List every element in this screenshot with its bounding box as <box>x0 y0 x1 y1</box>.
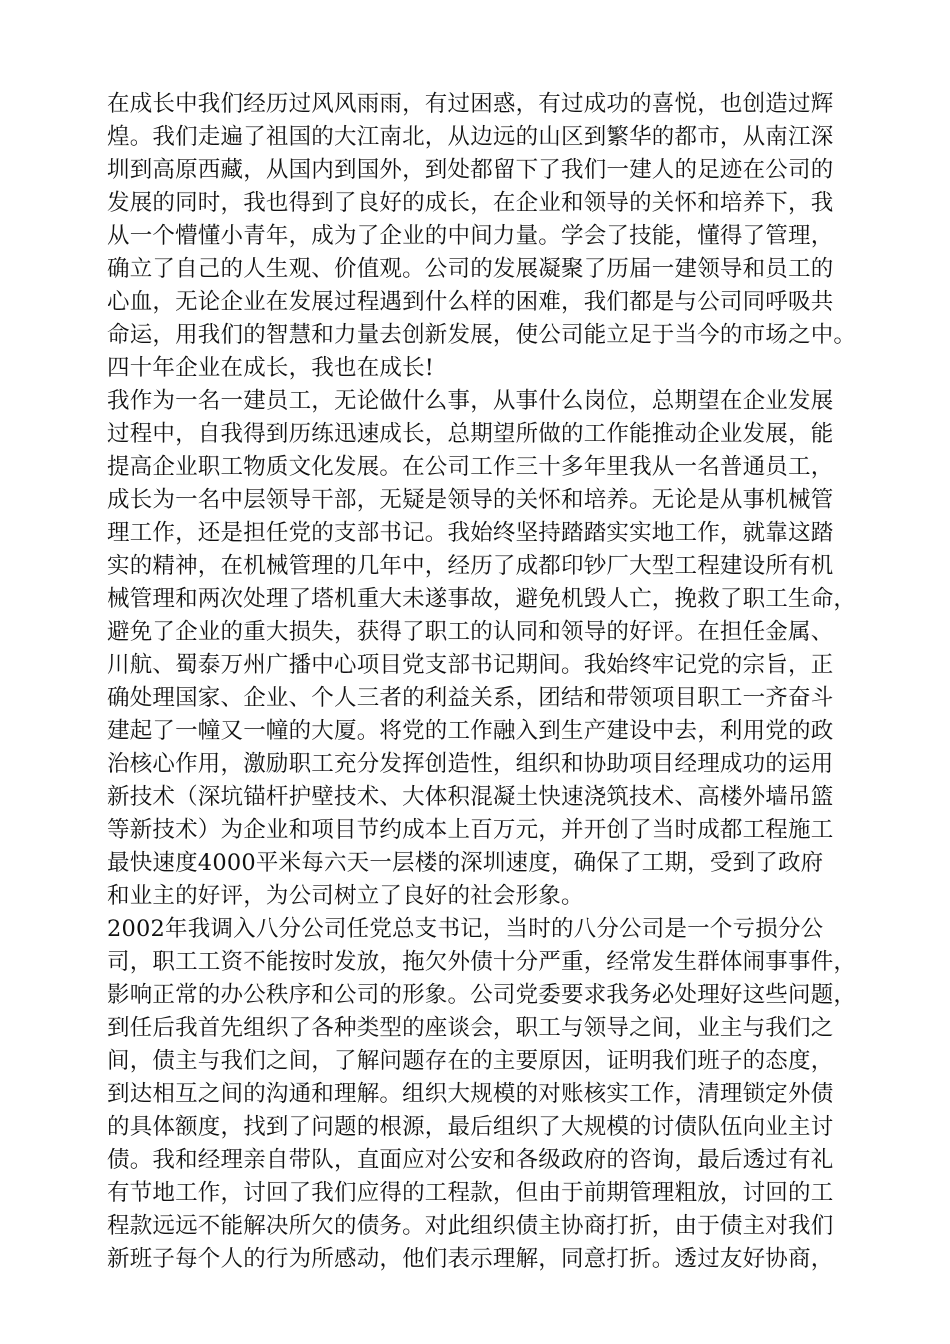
text-line: 械管理和两次处理了塔机重大未遂事故，避免机毁人亡，挽救了职工生命， <box>107 586 857 612</box>
text-line: 程款远远不能解决所欠的债务。对此组织债主协商打折，由于债主对我们 <box>107 1213 834 1239</box>
text-line: 过程中，自我得到历练迅速成长，总期望所做的工作能推动企业发展，能 <box>107 421 834 447</box>
text-line: 影响正常的办公秩序和公司的形象。公司党委要求我务必处理好这些问题， <box>107 982 857 1008</box>
text-line: 理工作，还是担任党的支部书记。我始终坚持踏踏实实地工作，就靠这踏 <box>107 520 834 546</box>
text-line: 提高企业职工物质文化发展。在公司工作三十多年里我从一名普通员工， <box>107 454 834 480</box>
text-line: 的具体额度，找到了问题的根源，最后组织了大规模的讨债队伍向业主讨 <box>107 1114 834 1140</box>
text-line: 建起了一幢又一幢的大厦。将党的工作融入到生产建设中去，利用党的政 <box>107 718 834 744</box>
document-body <box>107 88 867 1276</box>
text-line: 命运，用我们的智慧和力量去创新发展，使公司能立足于当今的市场之中。 <box>107 322 857 348</box>
text-line: 实的精神，在机械管理的几年中，经历了成都印钞厂大型工程建设所有机 <box>107 553 834 579</box>
text-line: 川航、蜀泰万州广播中心项目党支部书记期间。我始终牢记党的宗旨，正 <box>107 652 834 678</box>
text-line: 和业主的好评，为公司树立了良好的社会形象。 <box>107 883 584 909</box>
text-line: 新班子每个人的行为所感动，他们表示理解，同意打折。透过友好协商， <box>107 1246 834 1272</box>
text-line: 圳到高原西藏，从国内到国外，到处都留下了我们一建人的足迹在公司的 <box>107 157 834 183</box>
text-line: 四十年企业在成长，我也在成长! <box>107 355 435 381</box>
text-line: 确立了自己的人生观、价值观。公司的发展凝聚了历届一建领导和员工的 <box>107 256 834 282</box>
text-line: 我作为一名一建员工，无论做什么事，从事什么岗位，总期望在企业发展 <box>107 388 834 414</box>
text-line: 发展的同时，我也得到了良好的成长，在企业和领导的关怀和培养下，我 <box>107 190 834 216</box>
text-line: 到达相互之间的沟通和理解。组织大规模的对账核实工作，清理锁定外债 <box>107 1081 834 1107</box>
text-line: 确处理国家、企业、个人三者的利益关系，团结和带领项目职工一齐奋斗 <box>107 685 834 711</box>
text-line: 间，债主与我们之间，了解问题存在的主要原因，证明我们班子的态度， <box>107 1048 834 1074</box>
text-line: 债。我和经理亲自带队，直面应对公安和各级政府的咨询，最后透过有礼 <box>107 1147 834 1173</box>
text-line: 治核心作用，激励职工充分发挥创造性，组织和协助项目经理成功的运用 <box>107 751 834 777</box>
text-line: 到任后我首先组织了各种类型的座谈会，职工与领导之间，业主与我们之 <box>107 1015 834 1041</box>
text-line: 从一个懵懂小青年，成为了企业的中间力量。学会了技能，懂得了管理， <box>107 223 834 249</box>
text-line: 司，职工工资不能按时发放，拖欠外债十分严重，经常发生群体闹事事件， <box>107 949 857 975</box>
text-line: 心血，无论企业在发展过程遇到什么样的困难，我们都是与公司同呼吸共 <box>107 289 834 315</box>
text-line: 有节地工作，讨回了我们应得的工程款，但由于前期管理粗放，讨回的工 <box>107 1180 834 1206</box>
text-line: 2002年我调入八分公司任党总支书记，当时的八分公司是一个亏损分公 <box>107 916 824 942</box>
text-line: 煌。我们走遍了祖国的大江南北，从边远的山区到繁华的都市，从南江深 <box>107 124 834 150</box>
text-line: 在成长中我们经历过风风雨雨，有过困惑，有过成功的喜悦，也创造过辉 <box>107 91 834 117</box>
text-line: 等新技术）为企业和项目节约成本上百万元，并开创了当时成都工程施工 <box>107 817 834 843</box>
text-line: 最快速度4000平米每六天一层楼的深圳速度，确保了工期，受到了政府 <box>107 850 824 876</box>
text-line: 成长为一名中层领导干部，无疑是领导的关怀和培养。无论是从事机械管 <box>107 487 834 513</box>
text-line: 避免了企业的重大损失，获得了职工的认同和领导的好评。在担任金属、 <box>107 619 834 645</box>
text-line: 新技术（深坑锚杆护壁技术、大体积混凝土快速浇筑技术、高楼外墙吊篮 <box>107 784 834 810</box>
